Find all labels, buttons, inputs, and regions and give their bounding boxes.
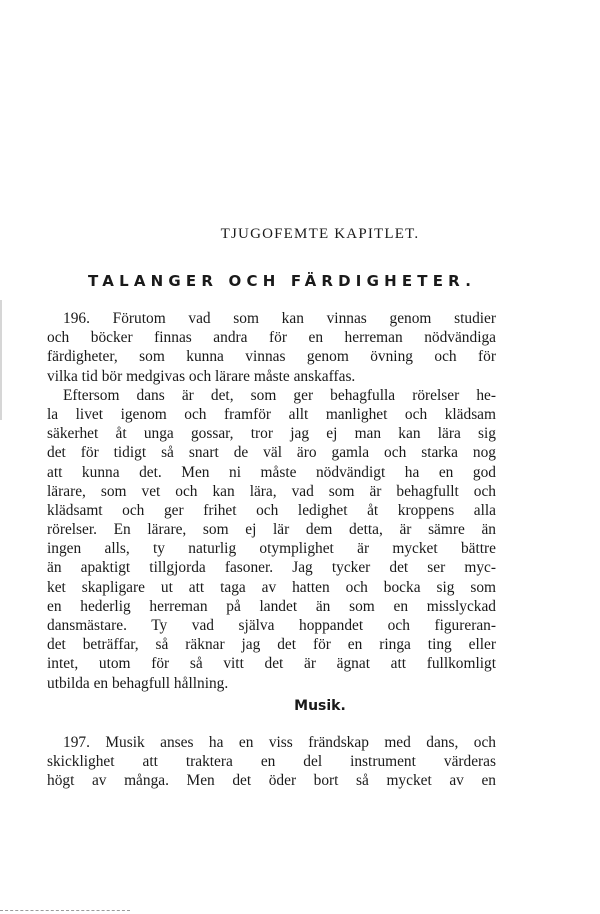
scan-edge-mark: [0, 300, 2, 420]
text-line: rörelser. En lärare, som ej lär dem detta, är sämre än: [47, 521, 496, 539]
text-line: vilka tid bör medgivas och lärare måste anskaffas.: [47, 367, 356, 385]
text-line: skicklighet att traktera en del instrument värderas: [47, 753, 496, 771]
footer-rule: [0, 910, 130, 911]
text-line: utbilda en behagfull hållning.: [47, 674, 229, 692]
text-line: det beträffar, så räknar jag det för en ringa ting eller: [47, 636, 496, 654]
text-line: säkerhet åt unga gossar, tror jag ej man kan lära sig: [47, 425, 496, 443]
text-line: 197. Musik anses ha en viss frändskap med dans, och: [63, 734, 496, 751]
section-title: TALANGER OCH FÄRDIGHETER.: [88, 272, 477, 290]
paragraph-197: [47, 733, 496, 791]
text-line: Eftersom dans är det, som ger behagfulla rörelser he-: [63, 386, 496, 404]
text-line: högt av många. Men det öder bort så mycket av en: [47, 772, 496, 790]
text-line: la livet igenom och framför allt manlighet och klädsam: [47, 405, 496, 423]
text-line: att kunna det. Men ni måste nödvändigt ha en god: [47, 463, 496, 481]
text-line: 196. Förutom vad som kan vinnas genom studier: [63, 310, 496, 327]
text-line: färdigheter, som kunna vinnas genom övning och för: [47, 348, 496, 366]
text-line: och böcker finnas andra för en herreman nödvändiga: [47, 329, 496, 347]
text-line: lärare, som vet och kan lära, vad som är behagfullt och: [47, 482, 496, 500]
subheading-musik: Musik.: [294, 698, 346, 714]
text-line: klädsamt och ger frihet och ledighet åt kroppens alla: [47, 501, 496, 519]
chapter-heading: TJUGOFEMTE KAPITLET.: [220, 226, 420, 242]
text-line: än apaktigt tillgjorda fasoner. Jag tycker det ser myc-: [47, 559, 496, 577]
text-line: ket skapligare ut att taga av hatten och bocka sig som: [47, 578, 496, 596]
text-line: intet, utom för så vitt det är ägnat att fullkomligt: [47, 655, 496, 673]
text-line: ingen alls, ty naturlig otymplighet är mycket bättre: [47, 540, 496, 558]
text-line: dansmästare. Ty vad själva hoppandet och figureran-: [47, 617, 496, 634]
text-line: en hederlig herreman på landet än som en misslyckad: [47, 597, 496, 615]
paragraph-196: [47, 309, 496, 693]
text-line: det för tidigt så snart de väl äro gamla och starka nog: [47, 444, 496, 462]
